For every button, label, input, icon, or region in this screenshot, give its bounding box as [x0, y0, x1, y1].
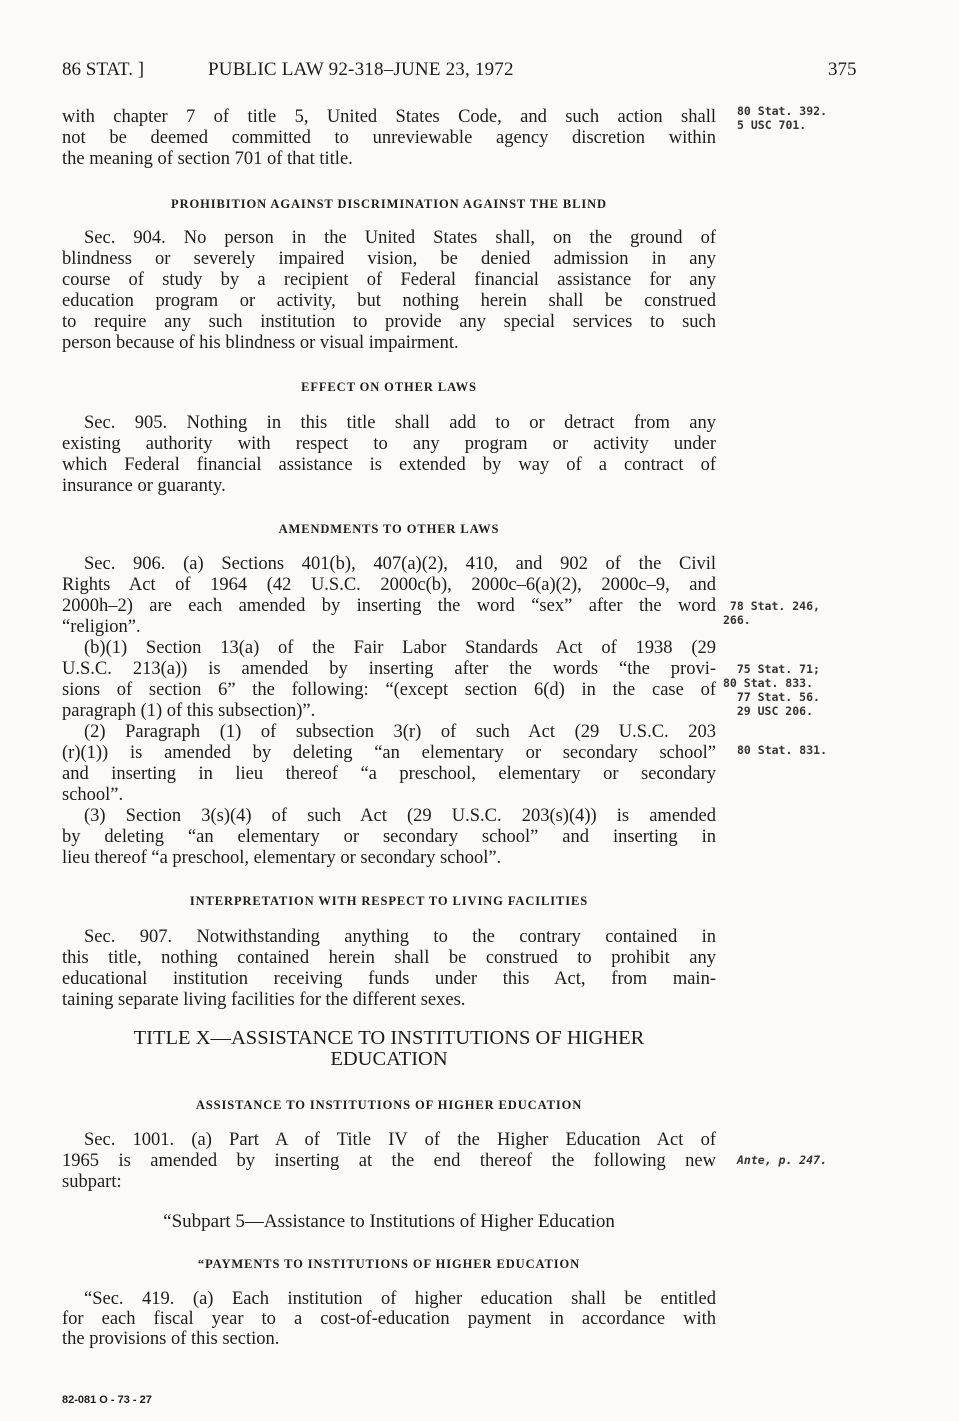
page-number: 375 — [828, 59, 857, 80]
section-heading: “PAYMENTS TO INSTITUTIONS OF HIGHER EDUCATION — [197, 1257, 581, 1271]
text-line: by deleting “an elementary or secondary school” and inserting in — [62, 827, 716, 847]
text-line: educational institution receiving funds under this Act, from main- — [62, 969, 716, 989]
text-line: which Federal financial assistance is extended by way of a contract of — [62, 455, 716, 475]
text-line: person because of his blindness or visual impairment. — [62, 333, 459, 353]
text-block-s907 — [62, 927, 716, 1011]
text-line: Sec. 1001. (a) Part A of Title IV of the Higher Education Act of — [84, 1130, 716, 1150]
margin-note: 78 Stat. 246, 266. — [723, 599, 820, 627]
title-line: EDUCATION — [330, 1048, 448, 1070]
section-heading: PROHIBITION AGAINST DISCRIMINATION AGAINST THE BLIND — [171, 197, 607, 211]
text-line: taining separate living facilities for the different sexes. — [62, 990, 466, 1010]
text-line: existing authority with respect to any program or activity under — [62, 434, 716, 454]
text-line: 1965 is amended by inserting at the end thereof the following new — [62, 1151, 716, 1171]
text-line: “religion”. — [62, 617, 141, 637]
text-line: sions of section 6” the following: “(except section 6(d) in the case of — [62, 680, 716, 700]
text-line: Sec. 905. Nothing in this title shall add to or detract from any — [84, 413, 716, 433]
text-line: Sec. 904. No person in the United States shall, on the ground of — [84, 228, 716, 248]
margin-note: 80 Stat. 831. — [737, 743, 828, 757]
text-line: 2000h–2) are each amended by inserting the word “sex” after the word — [62, 596, 716, 616]
text-line: (r)(1)) is amended by deleting “an elementary or secondary school” — [62, 743, 716, 763]
text-block-s906 — [62, 554, 716, 869]
text-line: subpart: — [62, 1172, 122, 1192]
text-block-s904 — [62, 228, 716, 354]
text-line: insurance or guaranty. — [62, 476, 226, 496]
text-line: school”. — [62, 785, 124, 805]
text-line: blindness or severely impaired vision, be denied admission in any — [62, 249, 716, 269]
section-heading: ASSISTANCE TO INSTITUTIONS OF HIGHER EDUCATION — [195, 1098, 583, 1112]
text-line: U.S.C. 213(a)) is amended by inserting after the words “the provi- — [62, 659, 716, 679]
print-code: 82-081 O - 73 - 27 — [62, 1394, 152, 1406]
text-block-b1 — [62, 107, 716, 170]
subpart-heading: “Subpart 5—Assistance to Institutions of Higher Education — [163, 1211, 615, 1232]
title-heading — [62, 1028, 716, 1070]
text-line: the provisions of this section. — [62, 1329, 280, 1349]
text-line: “Sec. 419. (a) Each institution of higher education shall be entitled — [84, 1289, 716, 1309]
text-line: with chapter 7 of title 5, United States Code, and such action shall — [62, 107, 716, 127]
text-block-s419 — [62, 1289, 716, 1349]
text-line: paragraph (1) of this subsection)”. — [62, 701, 316, 721]
margin-note: 75 Stat. 71; 80 Stat. 833. 77 Stat. 56. 29 USC 206. — [723, 662, 820, 718]
text-line: (b)(1) Section 13(a) of the Fair Labor Standards Act of 1938 (29 — [84, 638, 716, 658]
text-line: course of study by a recipient of Federal financial assistance for any — [62, 270, 716, 290]
title-line: TITLE X—ASSISTANCE TO INSTITUTIONS OF HIGHER — [133, 1027, 645, 1049]
text-line: lieu thereof “a preschool, elementary or secondary school”. — [62, 848, 502, 868]
section-heading: EFFECT ON OTHER LAWS — [301, 380, 477, 394]
text-line: and inserting in lieu thereof “a preschool, elementary or secondary — [62, 764, 716, 784]
text-line: education program or activity, but nothing herein shall be construed — [62, 291, 716, 311]
text-line: Rights Act of 1964 (42 U.S.C. 2000c(b), 2000c–6(a)(2), 2000c–9, and — [62, 575, 716, 595]
text-line: the meaning of section 701 of that title. — [62, 149, 353, 169]
text-line: this title, nothing contained herein shall be construed to prohibit any — [62, 948, 716, 968]
section-heading: INTERPRETATION WITH RESPECT TO LIVING FACILITIES — [189, 894, 589, 908]
text-line: for each fiscal year to a cost-of-education payment in accordance with — [62, 1309, 716, 1329]
text-line: (3) Section 3(s)(4) of such Act (29 U.S.C. 203(s)(4)) is amended — [84, 806, 716, 826]
text-line: not be deemed committed to unreviewable agency discretion within — [62, 128, 716, 148]
running-head: PUBLIC LAW 92-318–JUNE 23, 1972 — [208, 59, 514, 80]
text-line: Sec. 907. Notwithstanding anything to the contrary contained in — [84, 927, 716, 947]
text-block-s1001 — [62, 1130, 716, 1193]
text-line: to require any such institution to provide any special services to such — [62, 312, 716, 332]
text-line: Sec. 906. (a) Sections 401(b), 407(a)(2), 410, and 902 of the Civil — [84, 554, 716, 574]
section-heading: AMENDMENTS TO OTHER LAWS — [278, 522, 500, 536]
text-line: (2) Paragraph (1) of subsection 3(r) of such Act (29 U.S.C. 203 — [84, 722, 716, 742]
margin-note: 80 Stat. 392. 5 USC 701. — [737, 104, 828, 132]
margin-note: Ante, p. 247. — [737, 1153, 828, 1167]
stat-reference: 86 STAT. ] — [62, 59, 145, 80]
text-block-s905 — [62, 413, 716, 497]
